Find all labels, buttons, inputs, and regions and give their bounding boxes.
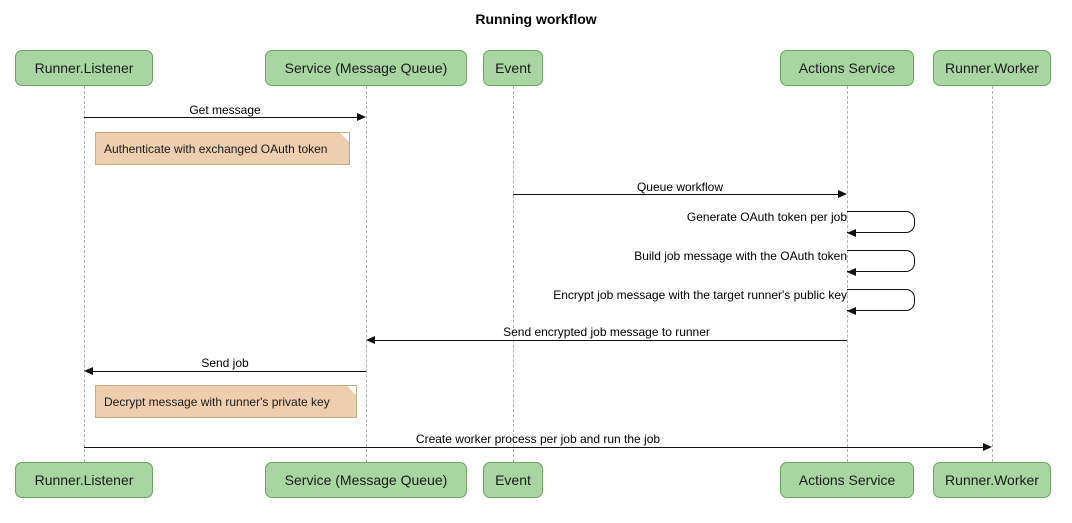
lifeline-event — [513, 86, 514, 462]
message-label-create-worker-process: Create worker process per job and run the job — [415, 432, 661, 446]
note-decrypt — [95, 385, 357, 418]
self-loop-build-job-message — [847, 250, 915, 272]
actor-top-runner-listener[interactable] — [15, 50, 153, 86]
message-line-queue-workflow — [513, 194, 838, 195]
message-arrow-create-worker-process — [983, 443, 992, 451]
actor-label: Runner.Listener — [34, 472, 134, 488]
actor-label: Actions Service — [798, 472, 896, 488]
message-line-get-message — [84, 117, 358, 118]
actor-top-service-message-queue[interactable] — [265, 50, 467, 86]
message-label-encrypt-job-message: Encrypt job message with the target runner's public key — [553, 288, 847, 302]
actor-bottom-runner-listener[interactable] — [15, 462, 153, 498]
actor-top-runner-worker[interactable] — [933, 50, 1051, 86]
actor-top-actions-service[interactable] — [780, 50, 914, 86]
lifeline-runner-worker — [992, 86, 993, 462]
message-line-send-job — [93, 371, 366, 372]
lifeline-service-message-queue — [366, 86, 367, 462]
self-loop-generate-oauth-token — [847, 211, 915, 233]
message-arrow-send-job — [84, 367, 93, 375]
message-label-generate-oauth-token: Generate OAuth token per job — [686, 210, 847, 224]
actor-top-event[interactable] — [483, 50, 543, 86]
message-arrow-build-job-message — [847, 268, 856, 276]
note-authenticate — [95, 132, 350, 165]
actor-label: Event — [495, 472, 531, 488]
actor-label: Service (Message Queue) — [284, 60, 448, 76]
message-arrow-send-encrypted-job-message — [366, 336, 375, 344]
actor-label: Runner.Listener — [34, 60, 134, 76]
page-title: Running workflow — [475, 11, 597, 27]
actor-label: Runner.Worker — [945, 472, 1039, 488]
message-arrow-get-message — [357, 113, 366, 121]
message-line-send-encrypted-job-message — [375, 340, 847, 341]
actor-label: Runner.Worker — [945, 60, 1039, 76]
lifeline-runner-listener — [84, 86, 85, 462]
actor-bottom-runner-worker[interactable] — [933, 462, 1051, 498]
message-label-get-message: Get message — [189, 103, 261, 117]
message-arrow-encrypt-job-message — [847, 307, 856, 315]
message-label-send-encrypted-job-message: Send encrypted job message to runner — [503, 325, 710, 339]
actor-label: Actions Service — [798, 60, 896, 76]
actor-label: Event — [495, 60, 531, 76]
actor-label: Service (Message Queue) — [284, 472, 448, 488]
note-text: Decrypt message with runner's private key — [104, 394, 330, 409]
message-arrow-generate-oauth-token — [847, 229, 856, 237]
note-fold-icon — [347, 386, 356, 395]
actor-bottom-event[interactable] — [483, 462, 543, 498]
self-loop-encrypt-job-message — [847, 289, 915, 311]
message-label-build-job-message: Build job message with the OAuth token — [634, 249, 847, 263]
actor-bottom-actions-service[interactable] — [780, 462, 914, 498]
actor-bottom-service-message-queue[interactable] — [265, 462, 467, 498]
message-line-create-worker-process — [84, 447, 983, 448]
note-fold-icon — [340, 133, 349, 142]
message-arrow-queue-workflow — [838, 190, 847, 198]
message-label-queue-workflow: Queue workflow — [636, 180, 724, 194]
message-label-send-job: Send job — [201, 356, 249, 370]
note-text: Authenticate with exchanged OAuth token — [104, 141, 328, 156]
